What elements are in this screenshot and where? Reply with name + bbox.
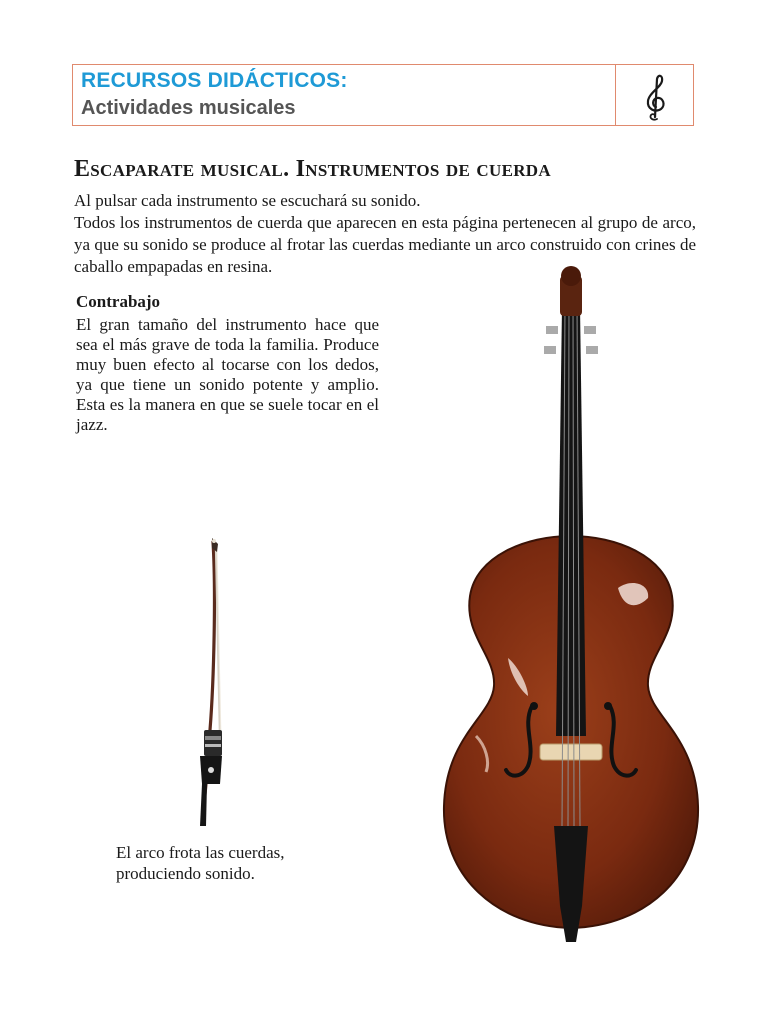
- header-subtitle: Actividades musicales: [81, 97, 296, 119]
- intro-text: [74, 190, 696, 278]
- bow-caption-line-2: produciendo sonido.: [116, 864, 255, 883]
- page-title: Escaparate musical. Instrumentos de cuerda: [74, 156, 551, 182]
- intro-paragraph-2: Todos los instrumentos de cuerda que aparecen en esta página pertenecen al grupo de arco, ya que su sonido se produce al frotar las cuerdas mediante un arco construido con crines de caballo empapadas en resina.: [74, 213, 696, 276]
- bow-caption: [116, 842, 285, 884]
- section-heading: Contrabajo: [76, 292, 161, 311]
- header-box: [72, 64, 694, 126]
- intro-paragraph-1: Al pulsar cada instrumento se escuchará su sonido.: [74, 191, 421, 210]
- section-body: El gran tamaño del instrumento hace que sea el más grave de toda la familia. Produce muy buen efecto al tocarse con los dedos, ya que tiene un sonido potente y amplio. Esta es la manera en que se suele tocar en el jazz.: [76, 315, 379, 434]
- treble-clef-icon: [633, 71, 677, 123]
- bow-caption-line-1: El arco frota las cuerdas,: [116, 843, 285, 862]
- header-title: RECURSOS DIDÁCTICOS:: [81, 69, 348, 92]
- header-divider: [615, 65, 616, 125]
- double-bass-image[interactable]: [436, 266, 706, 950]
- violin-bow-image[interactable]: [180, 530, 250, 835]
